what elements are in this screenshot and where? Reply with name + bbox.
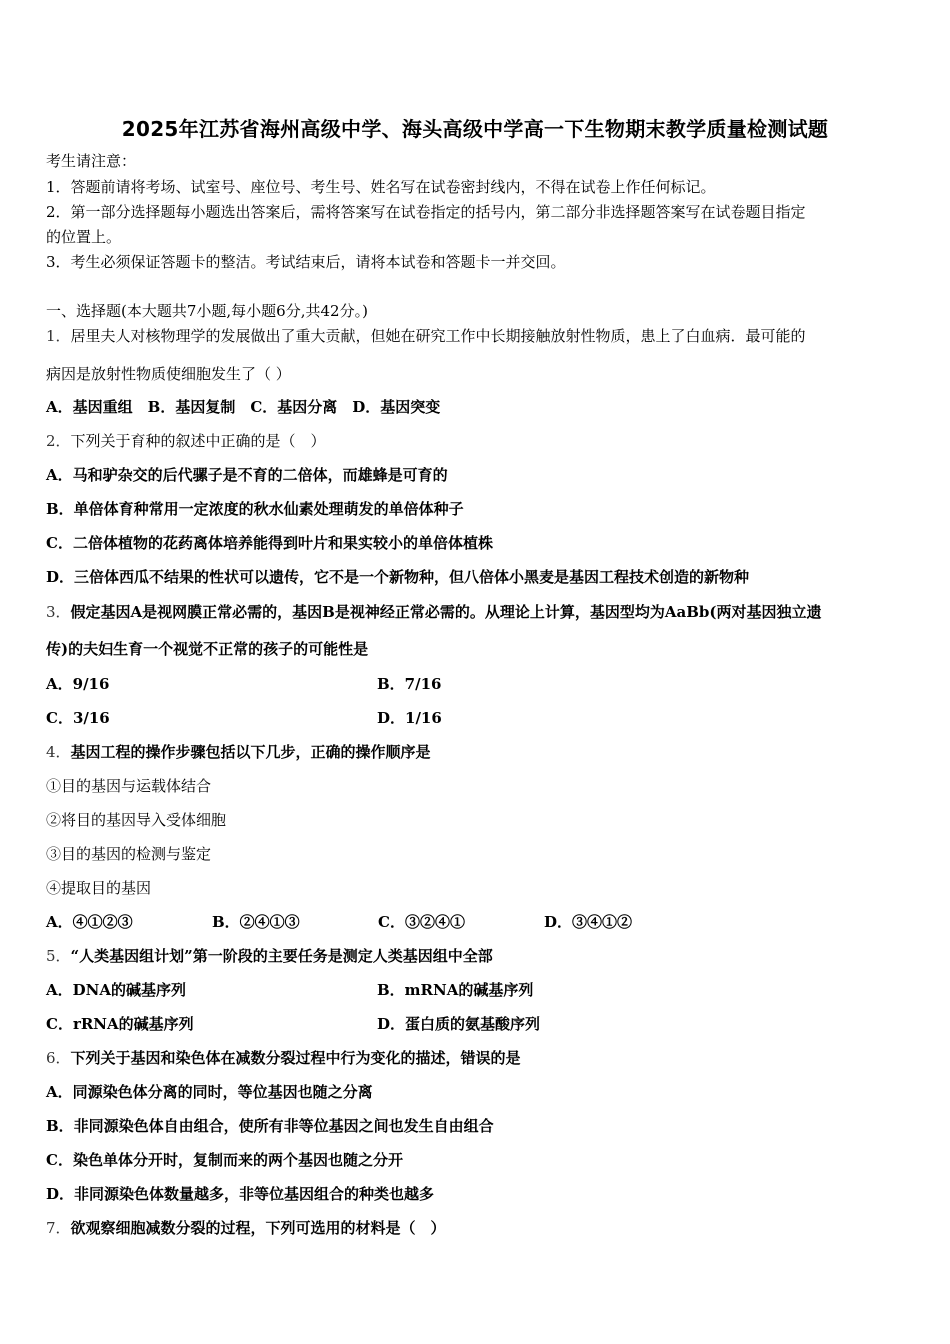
question-number: 7． — [46, 1219, 71, 1237]
question-3-option-d: D．1/16 — [377, 709, 442, 727]
question-5-option-b: B．mRNA的碱基序列 — [377, 981, 534, 999]
question-3-option-c: C．3/16 — [46, 709, 110, 727]
notice-item: 2．第一部分选择题每小题选出答案后，需将答案写在试卷指定的括号内，第二部分非选择题答案写在试卷题目指定 — [46, 203, 806, 221]
question-1-stem: 1．居里夫人对核物理学的发展做出了重大贡献，但她在研究工作中长期接触放射性物质，患上了白血病．最可能的 — [46, 327, 806, 345]
question-1-options: A．基因重组 B．基因复制 C．基因分离 D．基因突变 — [46, 398, 441, 416]
question-6-option-d: D．非同源染色体数量越多，非等位基因组合的种类也越多 — [46, 1185, 435, 1203]
question-4-option-b: B．②④①③ — [212, 913, 300, 931]
question-4-option-c: C．③②④① — [378, 913, 465, 931]
question-number: 2． — [46, 432, 71, 450]
question-2-option-d: D．三倍体西瓜不结果的性状可以遗传，它不是一个新物种，但八倍体小黑麦是基因工程技术创造的新物种 — [46, 568, 750, 586]
question-4-stem: 4．基因工程的操作步骤包括以下几步，正确的操作顺序是 — [46, 743, 431, 761]
question-3-stem-cont: 传)的夫妇生育一个视觉不正常的孩子的可能性是 — [46, 640, 369, 658]
question-3-option-a: A．9/16 — [46, 675, 110, 693]
question-number: 1． — [46, 327, 71, 345]
question-2-stem: 2．下列关于育种的叙述中正确的是（ ） — [46, 432, 326, 450]
question-4-option-d: D．③④①② — [544, 913, 633, 931]
question-6-option-c: C．染色单体分开时，复制而来的两个基因也随之分开 — [46, 1151, 403, 1169]
question-number: 6． — [46, 1049, 71, 1067]
notice-item: 1．答题前请将考场、试室号、座位号、考生号、姓名写在试卷密封线内，不得在试卷上作任何标记。 — [46, 178, 716, 196]
question-3-stem: 3．假定基因A是视网膜正常必需的，基因B是视神经正常必需的。从理论上计算，基因型均为AaBb(两对基因独立遗 — [46, 603, 822, 621]
question-4-option-a: A．④①②③ — [46, 913, 133, 931]
question-4-step: ①目的基因与运载体结合 — [46, 777, 212, 795]
notice-item: 3．考生必须保证答题卡的整洁。考试结束后，请将本试卷和答题卡一并交回。 — [46, 253, 566, 271]
question-6-stem: 6．下列关于基因和染色体在减数分裂过程中行为变化的描述，错误的是 — [46, 1049, 521, 1067]
question-2-option-b: B．单倍体育种常用一定浓度的秋水仙素处理萌发的单倍体种子 — [46, 500, 464, 518]
question-5-option-c: C．rRNA的碱基序列 — [46, 1015, 194, 1033]
question-number: 5． — [46, 947, 71, 965]
question-number: 4． — [46, 743, 71, 761]
question-7-stem: 7．欲观察细胞减数分裂的过程，下列可选用的材料是（ ） — [46, 1219, 446, 1237]
question-1-stem-cont: 病因是放射性物质使细胞发生了（ ） — [46, 365, 291, 383]
notice-item: 的位置上。 — [46, 228, 122, 246]
question-4-step: ②将目的基因导入受体细胞 — [46, 811, 227, 829]
section-heading: 一、选择题(本大题共7小题,每小题6分,共42分。) — [46, 302, 368, 320]
question-2-option-c: C．二倍体植物的花药离体培养能得到叶片和果实较小的单倍体植株 — [46, 534, 493, 552]
page-title: 2025年江苏省海州高级中学、海头高级中学高一下生物期末教学质量检测试题 — [121, 117, 829, 141]
question-4-step: ④提取目的基因 — [46, 879, 152, 897]
notice-heading: 考生请注意： — [46, 152, 137, 170]
question-5-option-a: A．DNA的碱基序列 — [46, 981, 186, 999]
question-4-options — [46, 913, 632, 931]
question-6-option-b: B．非同源染色体自由组合，使所有非等位基因之间也发生自由组合 — [46, 1117, 494, 1135]
question-number: 3． — [46, 603, 71, 621]
question-5-option-d: D．蛋白质的氨基酸序列 — [377, 1015, 541, 1033]
question-6-option-a: A．同源染色体分离的同时，等位基因也随之分离 — [46, 1083, 373, 1101]
question-3-option-b: B．7/16 — [377, 675, 442, 693]
question-4-step: ③目的基因的检测与鉴定 — [46, 845, 212, 863]
question-2-option-a: A．马和驴杂交的后代骡子是不育的二倍体，而雄蜂是可育的 — [46, 466, 448, 484]
question-5-stem: 5．“人类基因组计划”第一阶段的主要任务是测定人类基因组中全部 — [46, 947, 493, 965]
